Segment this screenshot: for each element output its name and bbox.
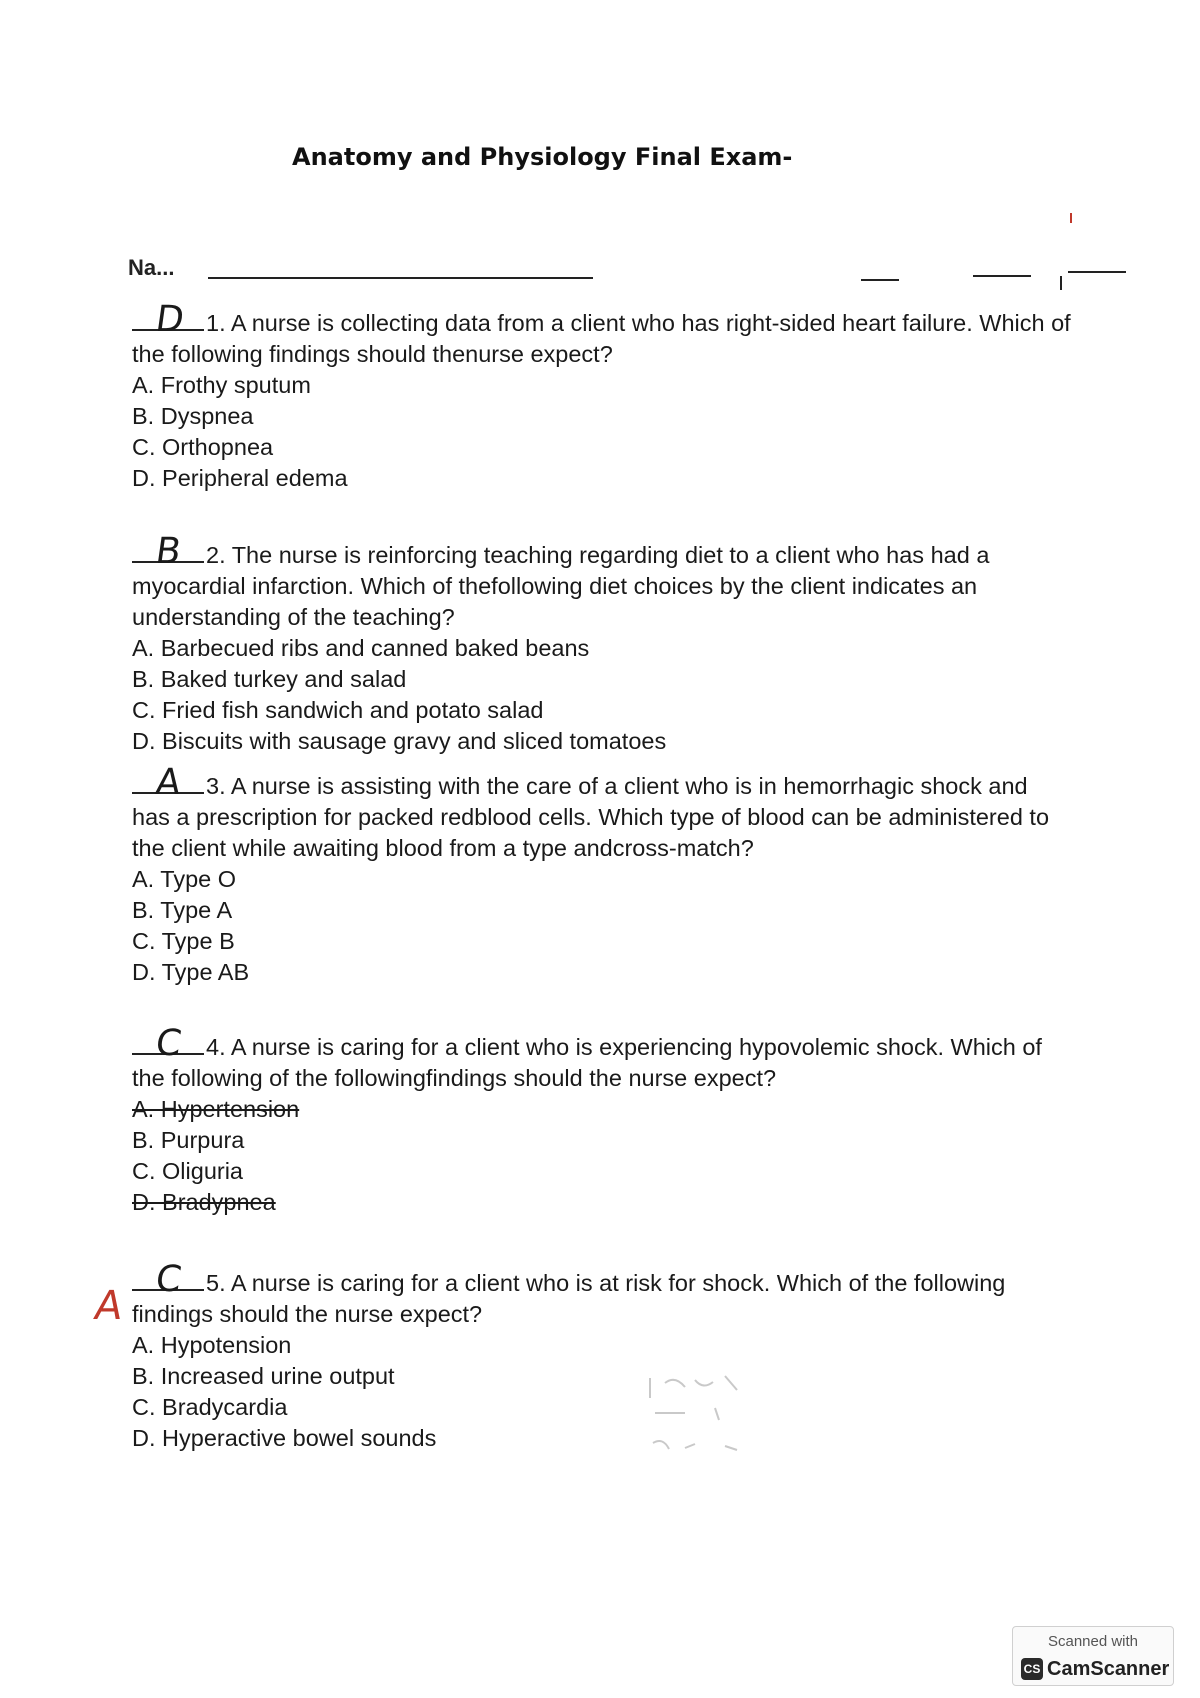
watermark-caption: Scanned with — [1047, 1633, 1139, 1650]
stray-dash — [861, 279, 899, 281]
option: C. Oliguria — [132, 1158, 244, 1184]
question-text: 3. A nurse is assisting with the care of a client who is in hemorrhagic shock and has a prescription for packed redblood cells. Which type of blood can be administered to the client while awaiting blood from a type andcross-match? — [132, 773, 1050, 861]
option: A. Frothy sputum — [132, 372, 311, 398]
exam-title: Anatomy and Physiology Final Exam- — [292, 143, 793, 171]
question-1 — [132, 299, 1072, 494]
answer-blank — [132, 1023, 204, 1064]
option-crossed-out: D. Bradypnea — [132, 1189, 276, 1215]
red-correction-mark: A — [90, 1283, 127, 1329]
option: B. Baked turkey and salad — [132, 666, 407, 692]
handwritten-answer: C — [153, 1259, 185, 1300]
name-label: Na... — [128, 255, 175, 280]
question-stem — [132, 762, 1072, 864]
option: C. Fried fish sandwich and potato salad — [132, 697, 544, 723]
faint-pencil-scribble — [645, 1368, 795, 1478]
watermark-brand — [1021, 1658, 1169, 1681]
option: D. Peripheral edema — [132, 465, 348, 491]
question-4 — [132, 1023, 1072, 1218]
pen-tick-mark — [1060, 276, 1062, 290]
answer-blank — [132, 762, 204, 803]
option-list — [132, 1330, 1072, 1454]
option: D. Type AB — [132, 959, 250, 985]
option: A. Barbecued ribs and canned baked beans — [132, 635, 590, 661]
answer-blank — [132, 531, 204, 572]
red-tick-mark — [1070, 213, 1072, 223]
question-text: 2. The nurse is reinforcing teaching regarding diet to a client who has had a myocardial infarction. Which of thefollowing diet choices by the client indicates an understanding of the teaching? — [132, 542, 990, 630]
option-list — [132, 370, 1072, 494]
option: B. Dyspnea — [132, 403, 254, 429]
option-crossed-out: A. Hypertension — [132, 1096, 300, 1122]
name-row — [128, 255, 1078, 285]
question-text: 1. A nurse is collecting data from a client who has right-sided heart failure. Which of the following findings should thenurse expect? — [132, 310, 1071, 367]
camscanner-logo-icon: CS — [1021, 1658, 1043, 1680]
handwritten-answer: D — [153, 299, 187, 340]
question-2 — [132, 531, 1072, 757]
answer-blank — [132, 1259, 204, 1300]
option: D. Biscuits with sausage gravy and sliced tomatoes — [132, 728, 667, 754]
option: B. Purpura — [132, 1127, 245, 1153]
option: D. Hyperactive bowel sounds — [132, 1425, 437, 1451]
option-list — [132, 633, 1072, 757]
handwritten-answer: C — [153, 1023, 185, 1064]
option: A. Hypotension — [132, 1332, 292, 1358]
stray-dash — [1068, 271, 1126, 273]
question-text: 4. A nurse is caring for a client who is experiencing hypovolemic shock. Which of the following of the followingfindings should the nurse expect? — [132, 1034, 1042, 1091]
handwritten-answer: A — [153, 762, 184, 803]
question-5 — [132, 1259, 1072, 1454]
option: B. Type A — [132, 897, 233, 923]
option: B. Increased urine output — [132, 1363, 395, 1389]
name-underline — [208, 277, 593, 279]
option: C. Bradycardia — [132, 1394, 288, 1420]
question-3 — [132, 762, 1072, 988]
option: A. Type O — [132, 866, 237, 892]
question-text: 5. A nurse is caring for a client who is at risk for shock. Which of the following findings should the nurse expect? — [132, 1270, 1006, 1327]
stray-dash — [973, 275, 1031, 277]
camscanner-watermark — [1012, 1626, 1174, 1686]
option-list — [132, 864, 1072, 988]
question-stem — [132, 531, 1072, 633]
question-stem — [132, 299, 1072, 370]
question-stem — [132, 1023, 1072, 1094]
handwritten-answer: B — [153, 531, 184, 572]
option-list — [132, 1094, 1072, 1218]
answer-blank — [132, 299, 204, 340]
question-stem — [132, 1259, 1072, 1330]
watermark-brand-name: CamScanner — [1047, 1658, 1170, 1680]
option: C. Orthopnea — [132, 434, 274, 460]
option: C. Type B — [132, 928, 235, 954]
